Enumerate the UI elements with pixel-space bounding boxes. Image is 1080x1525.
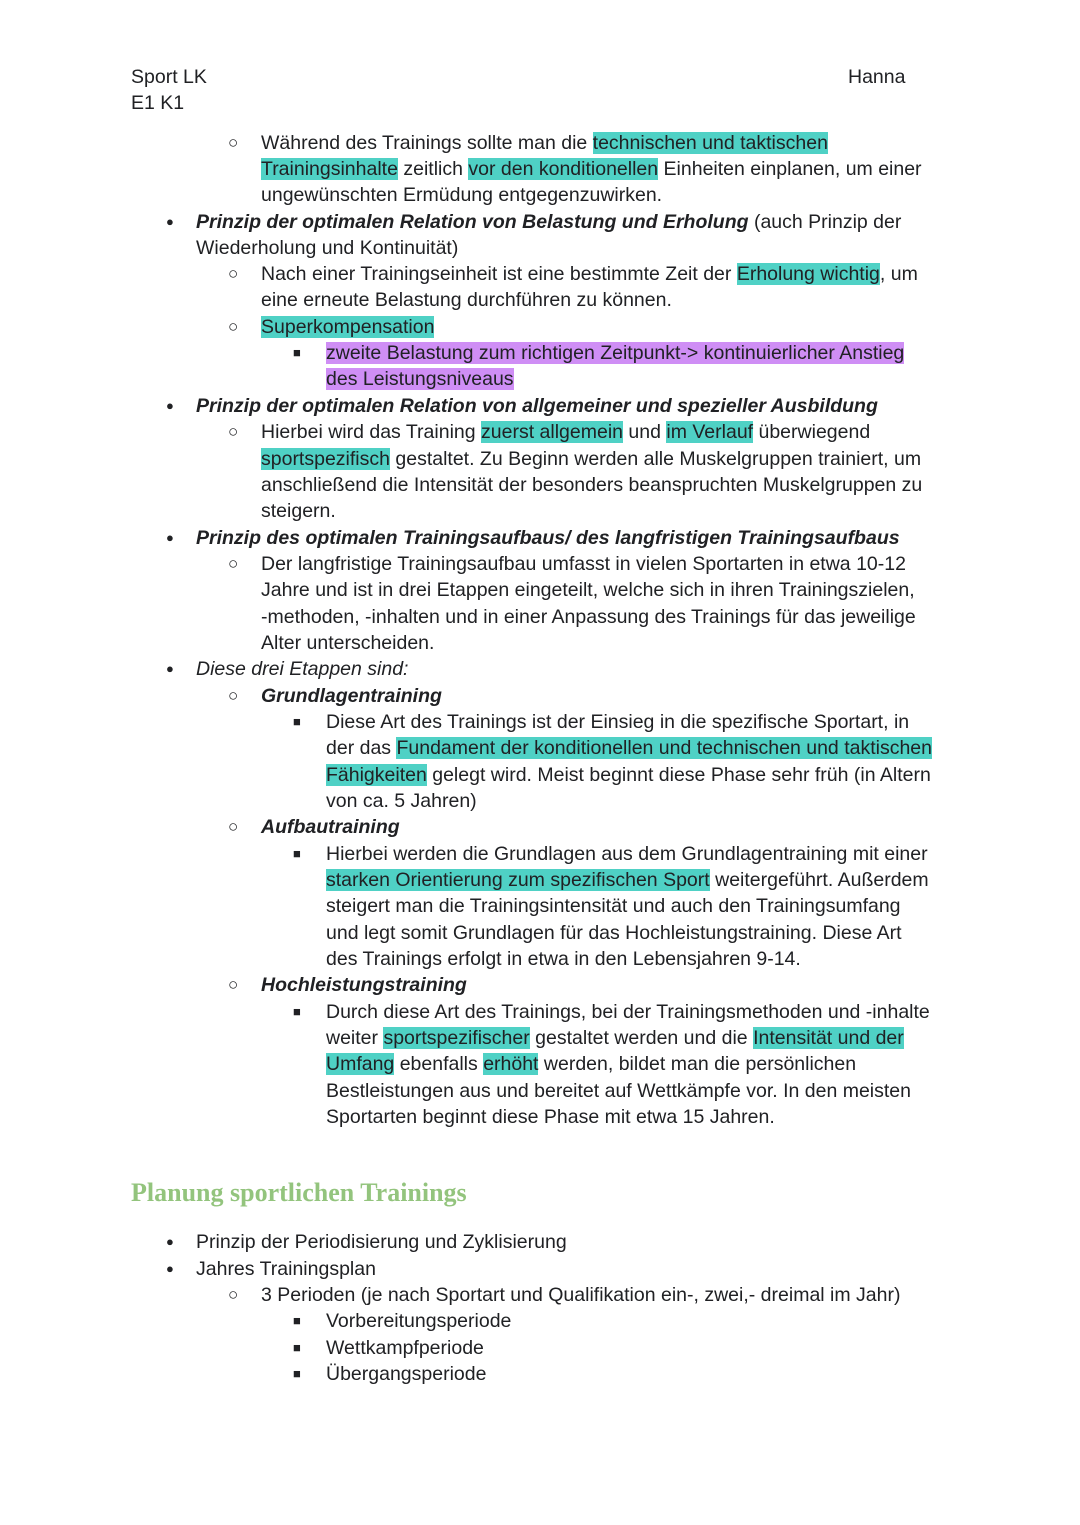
square-bullet-icon: ■: [293, 846, 301, 861]
text-line: anschließend die Intensität der besonders beanspruchten Muskelgruppen zu: [261, 474, 923, 496]
text-line: Diese drei Etappen sind:: [196, 658, 409, 680]
text-line: Umfang ebenfalls erhöht werden, bildet man die persönlichen: [326, 1053, 857, 1075]
disc-bullet-icon: ●: [166, 530, 174, 545]
circle-bullet-icon: ○: [228, 317, 239, 336]
term-label: E1 K1: [131, 92, 185, 114]
disc-bullet-icon: ●: [166, 1261, 174, 1276]
period-item: Wettkampfperiode: [326, 1337, 484, 1359]
stage-heading: Hochleistungstraining: [261, 974, 467, 996]
text-line: Fähigkeiten gelegt wird. Meist beginnt diese Phase sehr früh (in Altern: [326, 764, 931, 786]
text-line: Jahre und ist in drei Etappen eingeteilt, welche sich in ihren Trainingszielen,: [261, 579, 915, 601]
circle-bullet-icon: ○: [228, 1285, 239, 1304]
principle-heading: Prinzip des optimalen Trainingsaufbaus/ des langfristigen Trainingsaufbaus: [196, 527, 900, 549]
circle-bullet-icon: ○: [228, 686, 239, 705]
text-line: steigert man die Trainingsintensität und auch den Trainingsumfang: [326, 895, 901, 917]
circle-bullet-icon: ○: [228, 975, 239, 994]
text-line: Sportarten beginnt diese Phase mit etwa 15 Jahren.: [326, 1106, 775, 1128]
text-line: Bestleistungen aus und bereitet auf Wettkämpfe vor. In den meisten: [326, 1080, 911, 1102]
square-bullet-icon: ■: [293, 714, 301, 729]
text-line: starken Orientierung zum spezifischen Sport weitergeführt. Außerdem: [326, 869, 929, 891]
text-line: von ca. 5 Jahren): [326, 790, 477, 812]
text-line: zweite Belastung zum richtigen Zeitpunkt-> kontinuierlicher Anstieg: [326, 342, 905, 364]
text-line: eine erneute Belastung durchführen zu können.: [261, 289, 672, 311]
text-line: weiter sportspezifischer gestaltet werden und die Intensität und der: [326, 1027, 904, 1049]
disc-bullet-icon: ●: [166, 1234, 174, 1249]
list-item: Jahres Trainingsplan: [196, 1258, 376, 1280]
text-line: der das Fundament der konditionellen und technischen und taktischen: [326, 737, 932, 759]
text-line: Während des Trainings sollte man die technischen und taktischen: [261, 132, 828, 154]
list-item: Prinzip der Periodisierung und Zyklisierung: [196, 1231, 567, 1253]
circle-bullet-icon: ○: [228, 133, 239, 152]
text-line: Alter unterscheiden.: [261, 632, 435, 654]
square-bullet-icon: ■: [293, 1340, 301, 1355]
course-label: Sport LK: [131, 66, 207, 88]
square-bullet-icon: ■: [293, 1366, 301, 1381]
text-line: Hierbei werden die Grundlagen aus dem Grundlagentraining mit einer: [326, 843, 928, 865]
text-line: -methoden, -inhalten und in einer Anpassung des Trainings für das jeweilige: [261, 606, 916, 628]
principle-heading: Prinzip der optimalen Relation von allgemeiner und spezieller Ausbildung: [196, 395, 878, 417]
circle-bullet-icon: ○: [228, 817, 239, 836]
author-name: Hanna: [848, 66, 906, 88]
stage-heading: Aufbautraining: [261, 816, 400, 838]
disc-bullet-icon: ●: [166, 661, 174, 676]
disc-bullet-icon: ●: [166, 214, 174, 229]
square-bullet-icon: ■: [293, 345, 301, 360]
text-line: Wiederholung und Kontinuität): [196, 237, 459, 259]
circle-bullet-icon: ○: [228, 264, 239, 283]
text-line: sportspezifisch gestaltet. Zu Beginn werden alle Muskelgruppen trainiert, um: [261, 448, 922, 470]
list-item: 3 Perioden (je nach Sportart und Qualifikation ein-, zwei,- dreimal im Jahr): [261, 1284, 901, 1306]
square-bullet-icon: ■: [293, 1313, 301, 1328]
text-line: Trainingsinhalte zeitlich vor den konditionellen Einheiten einplanen, um einer: [261, 158, 922, 180]
text-line: ungewünschten Ermüdung entgegenzuwirken.: [261, 184, 663, 206]
circle-bullet-icon: ○: [228, 554, 239, 573]
stage-heading: Grundlagentraining: [261, 685, 442, 707]
principle-heading: Prinzip der optimalen Relation von Belastung und Erholung (auch Prinzip der: [196, 211, 902, 233]
text-line: Der langfristige Trainingsaufbau umfasst in vielen Sportarten in etwa 10-12: [261, 553, 906, 575]
text-line: Diese Art des Trainings ist der Einsieg in die spezifische Sportart, in: [326, 711, 910, 733]
text-line: Superkompensation: [261, 316, 435, 338]
text-line: des Trainings erfolgt in etwa in den Lebensjahren 9-14.: [326, 948, 801, 970]
period-item: Vorbereitungsperiode: [326, 1310, 512, 1332]
square-bullet-icon: ■: [293, 1004, 301, 1019]
text-line: Hierbei wird das Training zuerst allgemein und im Verlauf überwiegend: [261, 421, 871, 443]
text-line: des Leistungsniveaus: [326, 368, 514, 390]
text-line: Nach einer Trainingseinheit ist eine bestimmte Zeit der Erholung wichtig, um: [261, 263, 918, 285]
circle-bullet-icon: ○: [228, 422, 239, 441]
disc-bullet-icon: ●: [166, 398, 174, 413]
text-line: und legt somit Grundlagen für das Hochleistungstraining. Diese Art: [326, 922, 902, 944]
text-line: Durch diese Art des Trainings, bei der Trainingsmethoden und -inhalte: [326, 1001, 930, 1023]
section-title: Planung sportlichen Trainings: [131, 1178, 467, 1207]
text-line: steigern.: [261, 500, 336, 522]
period-item: Übergangsperiode: [326, 1363, 487, 1385]
